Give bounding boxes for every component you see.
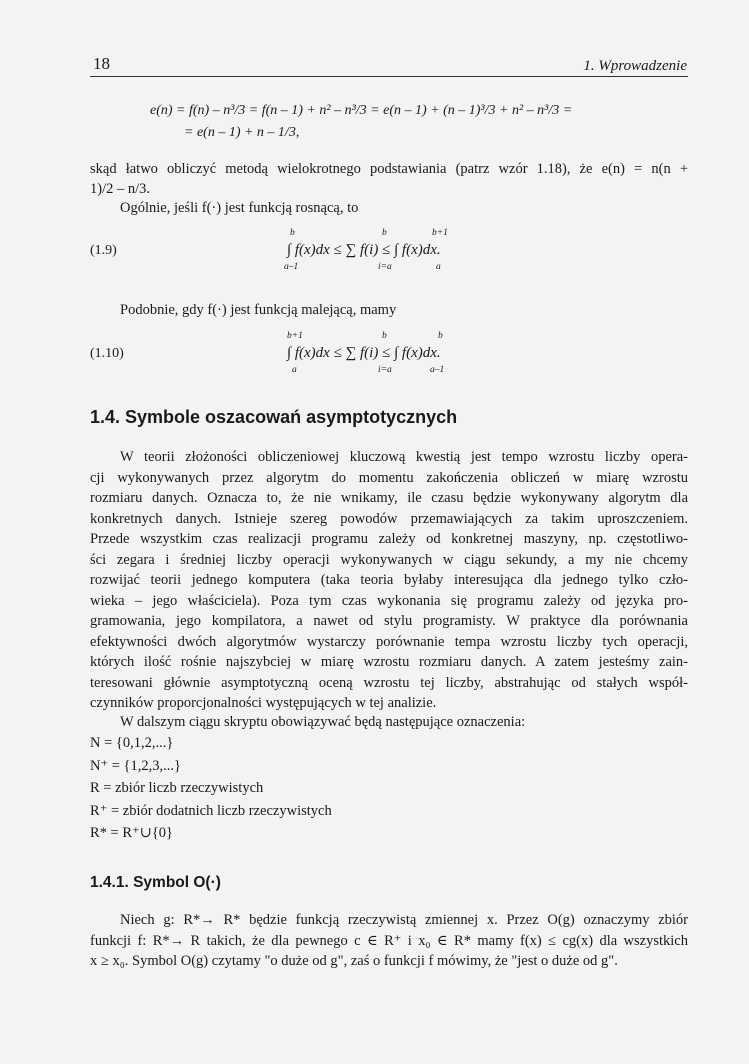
formula-1-9-label: (1.9) bbox=[90, 243, 117, 258]
para1-line1: skąd łatwo obliczyć metodą wielokrotnego podstawiania (patrz wzór 1.18), że e(n) = n(n + bbox=[90, 161, 688, 177]
f110-sum-upper: b bbox=[382, 331, 387, 341]
definition-R-plus: R⁺ = zbiór dodatnich liczb rzeczywistych bbox=[90, 803, 332, 819]
paragraph-line: gramowania, jego kompilatora, a nawet od stylu programisty. W praktyce dla porównania bbox=[90, 613, 688, 629]
section-1-4-1-paragraph bbox=[90, 910, 688, 972]
para1-line2: 1)/2 – n/3. bbox=[90, 181, 151, 197]
f110-sum-lower: i=a bbox=[378, 365, 392, 375]
f19-int2-lower: a bbox=[436, 262, 441, 272]
notation-intro: W dalszym ciągu skryptu obowiązywać będą następujące oznaczenia: bbox=[120, 714, 526, 730]
para3: Podobnie, gdy f(·) jest funkcją malejącą, mamy bbox=[120, 302, 397, 318]
f19-int2-upper: b+1 bbox=[432, 228, 448, 238]
definition-N: N = {0,1,2,...} bbox=[90, 735, 174, 751]
definition-R-star: R* = R⁺∪{0} bbox=[90, 825, 173, 841]
paragraph-line: Niech g: R*→ R* będzie funkcją rzeczywistą zmiennej x. Przez O(g) oznaczymy zbiór bbox=[120, 912, 688, 928]
para2: Ogólnie, jeśli f(·) jest funkcją rosnącą, to bbox=[120, 200, 359, 216]
paragraph-line: których ilość rośnie najszybciej w miarę wzrostu rozmiaru danych. A zatem jesteśmy zain- bbox=[90, 654, 688, 670]
f19-sum-lower: i=a bbox=[378, 262, 392, 272]
paragraph-line: W teorii złożoności obliczeniowej kluczową kwestią jest tempo wzrostu liczby opera- bbox=[120, 449, 688, 465]
page-number: 18 bbox=[93, 54, 110, 73]
paragraph-line: x ≥ x₀. Symbol O(g) czytamy "o duże od g", zaś o funkcji f mówimy, że "jest o duże od g". bbox=[90, 953, 618, 969]
header-rule bbox=[90, 76, 688, 77]
f110-int2-lower: a–1 bbox=[430, 365, 445, 375]
paragraph-line: ści zegara i średniej liczby operacji wykonywanych w ciągu sekundy, a my nie chcemy bbox=[90, 551, 688, 568]
paragraph-line: konkretnych danych. Istnieje szereg powodów przemawiających za takim uproszczeniem. bbox=[90, 510, 688, 527]
running-header-title: 1. Wprowadzenie bbox=[583, 58, 687, 74]
paragraph-line: wieka – jego właściciela). Poza tym czas wykonania się programu zależy od języka pro- bbox=[90, 592, 688, 609]
formula-1-10-expr: ∫ f(x)dx ≤ ∑ f(i) ≤ ∫ f(x)dx. bbox=[287, 345, 441, 361]
equation-line-1: e(n) = f(n) – n³/3 = f(n – 1) + n² – n³/3 = e(n – 1) + (n – 1)³/3 + n² – n³/3 = bbox=[150, 103, 573, 118]
f110-int1-upper: b+1 bbox=[287, 331, 303, 341]
section-heading-1-4: 1.4. Symbole oszacowań asymptotycznych bbox=[90, 407, 458, 427]
paragraph-line: funkcji f: R*→ R takich, że dla pewnego c ∈ R⁺ i x₀ ∈ R* mamy f(x) ≤ cg(x) dla wszystkich bbox=[90, 932, 688, 949]
f19-int1-upper: b bbox=[290, 228, 295, 238]
paragraph-line: teresowani głównie asymptotyczną oceną wzrostu tej liczby, abstrahując od stałych współ- bbox=[90, 674, 688, 691]
paragraph-line: czynników proporcjonalności występujących w tej analizie. bbox=[90, 695, 437, 711]
f110-int1-lower: a bbox=[292, 365, 297, 375]
formula-1-9-expr: ∫ f(x)dx ≤ ∑ f(i) ≤ ∫ f(x)dx. bbox=[287, 242, 441, 258]
f110-int2-upper: b bbox=[438, 331, 443, 341]
formula-1-10-label: (1.10) bbox=[90, 346, 124, 361]
paragraph-line: Przede wszystkim czas realizacji programu zależy od konkretnej maszyny, np. częstotliwo- bbox=[90, 531, 688, 547]
f19-sum-upper: b bbox=[382, 228, 387, 238]
definition-R: R = zbiór liczb rzeczywistych bbox=[90, 780, 264, 796]
paragraph-line: rozmiaru danych. Oznacza to, że nie wnikamy, ile czasu będzie wykonywany algorytm dla bbox=[90, 490, 688, 506]
paragraph-line: cji wykonywanych przez algorytm do momentu zakończenia obliczeń w miarę wzrostu bbox=[90, 469, 688, 486]
section-heading-1-4-1: 1.4.1. Symbol O(·) bbox=[90, 874, 221, 891]
f19-int1-lower: a–1 bbox=[284, 262, 299, 272]
paragraph-line: rozwijać teorii jednego komputera (taka teoria byłaby interesująca dla jednego tylko czło- bbox=[90, 572, 688, 588]
section-1-4-paragraph bbox=[90, 447, 688, 714]
definition-N-plus: N⁺ = {1,2,3,...} bbox=[90, 758, 181, 774]
equation-line-2: = e(n – 1) + n – 1/3, bbox=[184, 125, 300, 140]
paragraph-line: efektywności dwóch algorytmów wystarczy porównanie tempa wzrostu liczby tych operacji, bbox=[90, 633, 688, 650]
